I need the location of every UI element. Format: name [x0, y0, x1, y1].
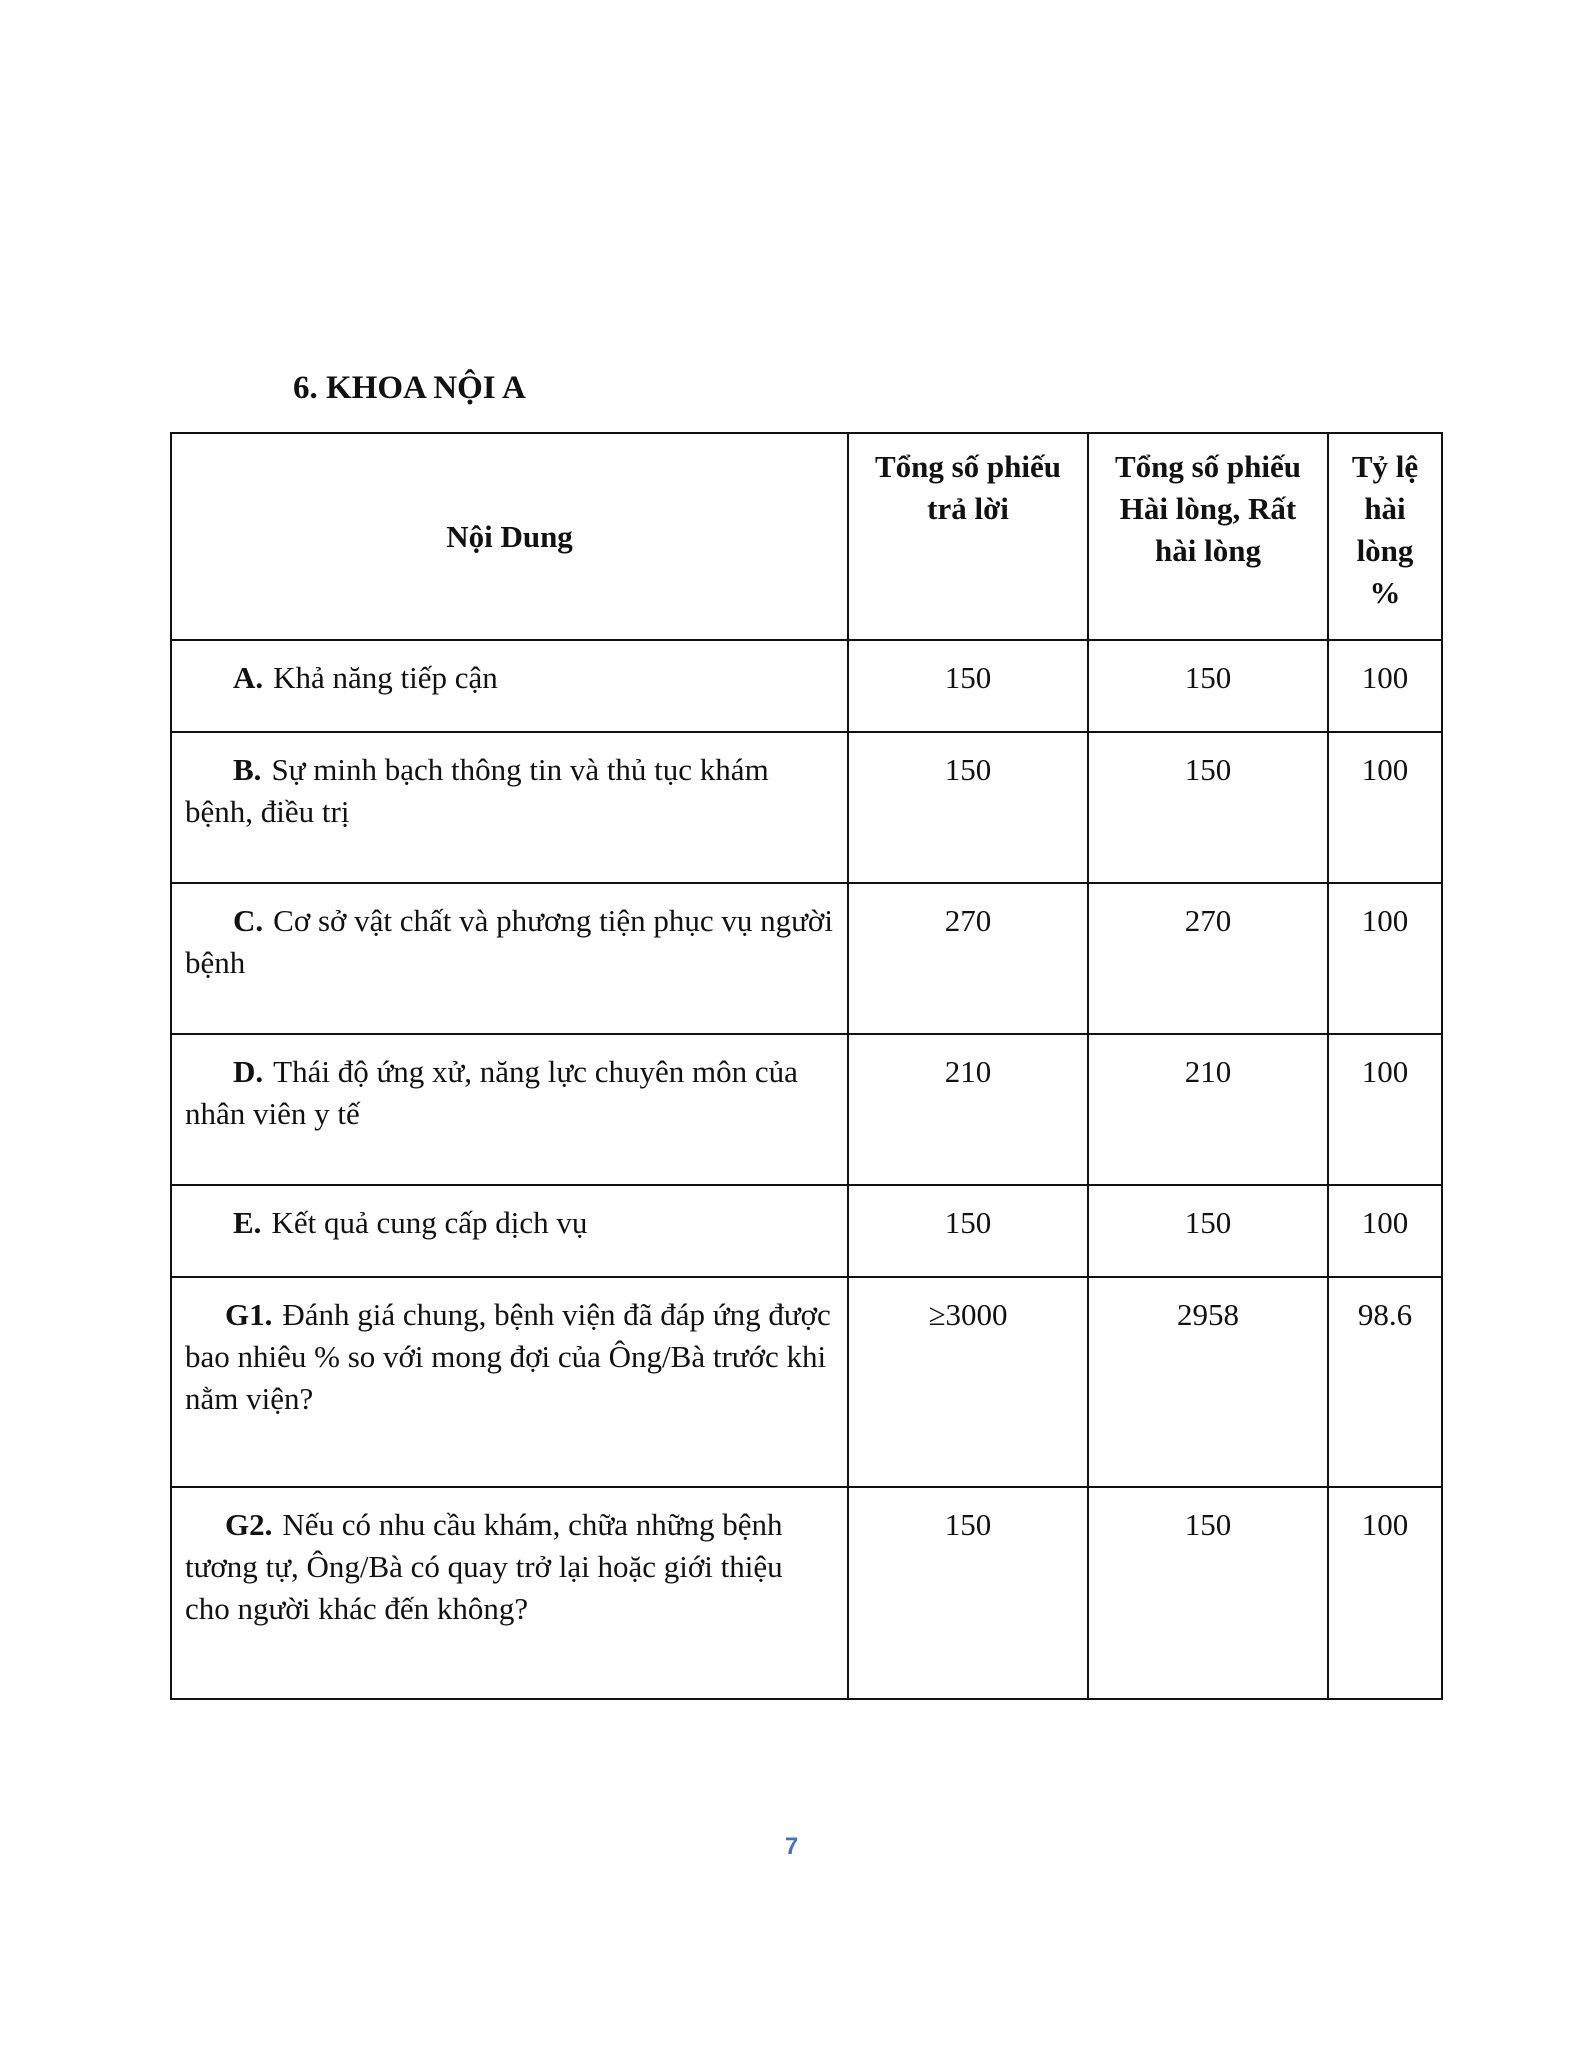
header-satisfied-label: Tổng số phiếu Hài lòng, Rất hài lòng: [1114, 449, 1302, 568]
row-rate: 100: [1328, 640, 1442, 732]
header-rate-label: Tỷ lệ hài lòng %: [1351, 449, 1419, 610]
row-total: ≥3000: [848, 1277, 1088, 1487]
page-number: 7: [784, 1833, 799, 1860]
row-content: [171, 1277, 848, 1487]
row-total: 150: [848, 1185, 1088, 1277]
item-text: Cơ sở vật chất và phương tiện phục vụ người bệnh: [185, 903, 833, 980]
table-row: [171, 1185, 1442, 1277]
row-satisfied: 270: [1088, 883, 1328, 1034]
section-title: 6. KHOA NỘI A: [293, 370, 526, 406]
item-code: G2.: [225, 1507, 273, 1542]
item-code: A.: [233, 660, 264, 695]
item-text: Khả năng tiếp cận: [273, 660, 498, 695]
row-satisfied: 150: [1088, 1185, 1328, 1277]
row-content: [171, 883, 848, 1034]
item-text: Sự minh bạch thông tin và thủ tục khám bệnh, điều trị: [185, 752, 769, 829]
row-rate: 100: [1328, 1487, 1442, 1699]
header-rate: [1328, 433, 1442, 640]
row-total: 150: [848, 1487, 1088, 1699]
row-rate: 100: [1328, 1034, 1442, 1185]
row-content: [171, 732, 848, 883]
row-rate: 98.6: [1328, 1277, 1442, 1487]
item-code: B.: [233, 752, 262, 787]
item-code: E.: [233, 1205, 262, 1240]
header-total: [848, 433, 1088, 640]
row-satisfied: 150: [1088, 1487, 1328, 1699]
row-rate: 100: [1328, 732, 1442, 883]
item-text: Đánh giá chung, bệnh viện đã đáp ứng được bao nhiêu % so với mong đợi của Ông/Bà trước khi nằm viện?: [185, 1297, 831, 1416]
satisfaction-table: [170, 432, 1443, 1700]
table-row: [171, 1277, 1442, 1487]
header-content: Nội Dung: [171, 433, 848, 640]
row-rate: 100: [1328, 883, 1442, 1034]
item-text: Thái độ ứng xử, năng lực chuyên môn của nhân viên y tế: [185, 1054, 798, 1131]
row-content: [171, 1034, 848, 1185]
row-satisfied: 2958: [1088, 1277, 1328, 1487]
row-satisfied: 150: [1088, 640, 1328, 732]
table-row: [171, 883, 1442, 1034]
header-row: [171, 433, 1442, 640]
header-satisfied: [1088, 433, 1328, 640]
table-row: [171, 1487, 1442, 1699]
table-row: [171, 732, 1442, 883]
item-code: D.: [233, 1054, 264, 1089]
row-total: 210: [848, 1034, 1088, 1185]
row-satisfied: 150: [1088, 732, 1328, 883]
item-text: Kết quả cung cấp dịch vụ: [271, 1205, 588, 1240]
item-code: C.: [233, 903, 264, 938]
row-total: 150: [848, 732, 1088, 883]
row-content: [171, 1185, 848, 1277]
row-rate: 100: [1328, 1185, 1442, 1277]
header-total-label: Tổng số phiếu trả lời: [874, 449, 1062, 526]
row-total: 270: [848, 883, 1088, 1034]
row-total: 150: [848, 640, 1088, 732]
table-row: [171, 640, 1442, 732]
table-row: [171, 1034, 1442, 1185]
row-content: [171, 1487, 848, 1699]
row-content: [171, 640, 848, 732]
item-text: Nếu có nhu cầu khám, chữa những bệnh tương tự, Ông/Bà có quay trở lại hoặc giới thiệu cho người khác đến không?: [185, 1507, 783, 1626]
item-code: G1.: [225, 1297, 273, 1332]
row-satisfied: 210: [1088, 1034, 1328, 1185]
